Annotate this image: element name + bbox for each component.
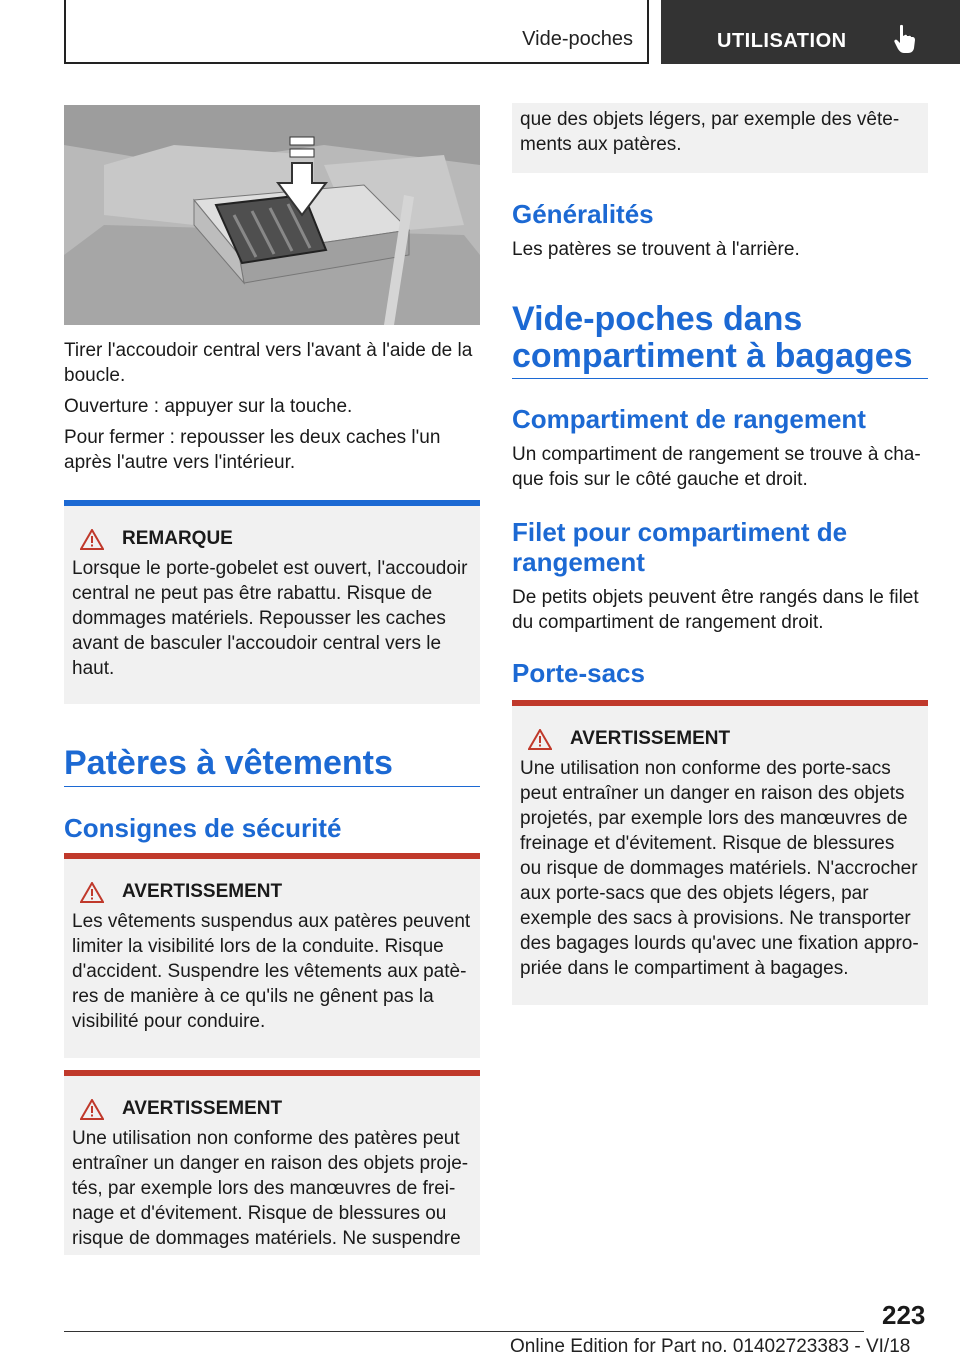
callout-body: que des objets légers, par exemple des vêtements aux patères. xyxy=(520,109,900,155)
paragraph: Les patères se trouvent à l'arrière. xyxy=(512,239,800,260)
page-number: 223 xyxy=(882,1300,926,1330)
callout-title-text: AVERTISSEMENT xyxy=(570,728,731,749)
header-chapter-tab xyxy=(661,0,960,64)
left-intro-text xyxy=(64,338,480,481)
hand-pointer-icon xyxy=(893,24,917,54)
paragraph: Tirer l'accoudoir central vers l'avant à l'aide de la boucle. xyxy=(64,340,473,386)
warning-triangle-icon xyxy=(528,729,552,750)
heading-vide-poches: Vide-poches dans compartiment à bagages xyxy=(512,300,913,375)
callout-title xyxy=(72,1098,472,1120)
heading-filet: Filet pour compartiment de rangement xyxy=(512,517,848,577)
warning-triangle-icon xyxy=(80,882,104,903)
heading-consignes: Consignes de sécurité xyxy=(64,813,342,843)
callout-body: Lorsque le porte-gobelet est ouvert, l'accoudoir central ne peut pas être rabattu. Risque de dommages matériels. Repousser les caches avant de basculer l'accoudoir central vers le haut. xyxy=(72,558,468,679)
heading-rule xyxy=(64,786,480,787)
heading-porte-sacs: Porte-sacs xyxy=(512,658,645,688)
warning-triangle-icon xyxy=(80,529,104,550)
warning-triangle-icon xyxy=(80,1099,104,1120)
warning-continuation xyxy=(512,103,928,173)
paragraph: Pour fermer : repousser les deux caches l'un après l'autre vers l'intérieur. xyxy=(64,427,441,473)
armrest-illustration xyxy=(64,105,480,325)
callout-title xyxy=(72,881,472,903)
header-chapter-title: UTILISATION xyxy=(717,30,847,52)
callout-title xyxy=(72,528,472,550)
footer-edition: Online Edition for Part no. 01402723383 - VI/18 xyxy=(510,1336,911,1357)
callout-body: Une utilisation non conforme des patères peut entraîner un danger en raison des objets projetés, par exemple lors des manœuvres de freinage et d'évitement. Risque de blessures ou risque de dommages matériels. Ne suspendre xyxy=(72,1128,469,1249)
heading-pateres: Patères à vêtements xyxy=(64,744,393,782)
callout-title-text: REMARQUE xyxy=(122,528,233,549)
paragraph: Ouverture : appuyer sur la touche. xyxy=(64,396,353,417)
paragraph: Un compartiment de rangement se trouve à chaque fois sur le côté gauche et droit. xyxy=(512,444,921,490)
warning-callout-1 xyxy=(64,853,480,1058)
header-section-title: Vide-poches xyxy=(522,28,633,50)
note-callout xyxy=(64,500,480,704)
heading-generalites: Généralités xyxy=(512,199,654,229)
heading-compartiment: Compartiment de rangement xyxy=(512,404,866,434)
callout-title xyxy=(520,728,920,750)
footer-rule xyxy=(64,1331,864,1332)
warning-callout-3 xyxy=(512,700,928,1005)
header-section-box xyxy=(64,0,649,64)
callout-title-text: AVERTISSEMENT xyxy=(122,881,283,902)
callout-body: Une utilisation non conforme des porte-sacs peut entraîner un danger en raison des objets projetés, par exemple lors des manœuvres de freinage et d'évitement. Risque de blessures ou risque de dommages matériels. N'accrocher aux porte-sacs que des objets légers, par exemple des sacs à provisions. Ne transporter des bagages lourds qu'avec une fixation appropriée dans le compartiment à bagages. xyxy=(520,758,919,979)
callout-title-text: AVERTISSEMENT xyxy=(122,1098,283,1119)
callout-body: Les vêtements suspendus aux patères peuvent limiter la visibilité lors de la conduite. Risque d'accident. Suspendre les vêtements aux patères de manière à ce qu'ils ne gênent pas la visibilité pour conduire. xyxy=(72,911,471,1032)
heading-rule xyxy=(512,378,928,379)
paragraph: De petits objets peuvent être rangés dans le filet du compartiment de rangement droit. xyxy=(512,587,919,633)
warning-callout-2 xyxy=(64,1070,480,1255)
armrest-button-illustration xyxy=(64,105,480,325)
